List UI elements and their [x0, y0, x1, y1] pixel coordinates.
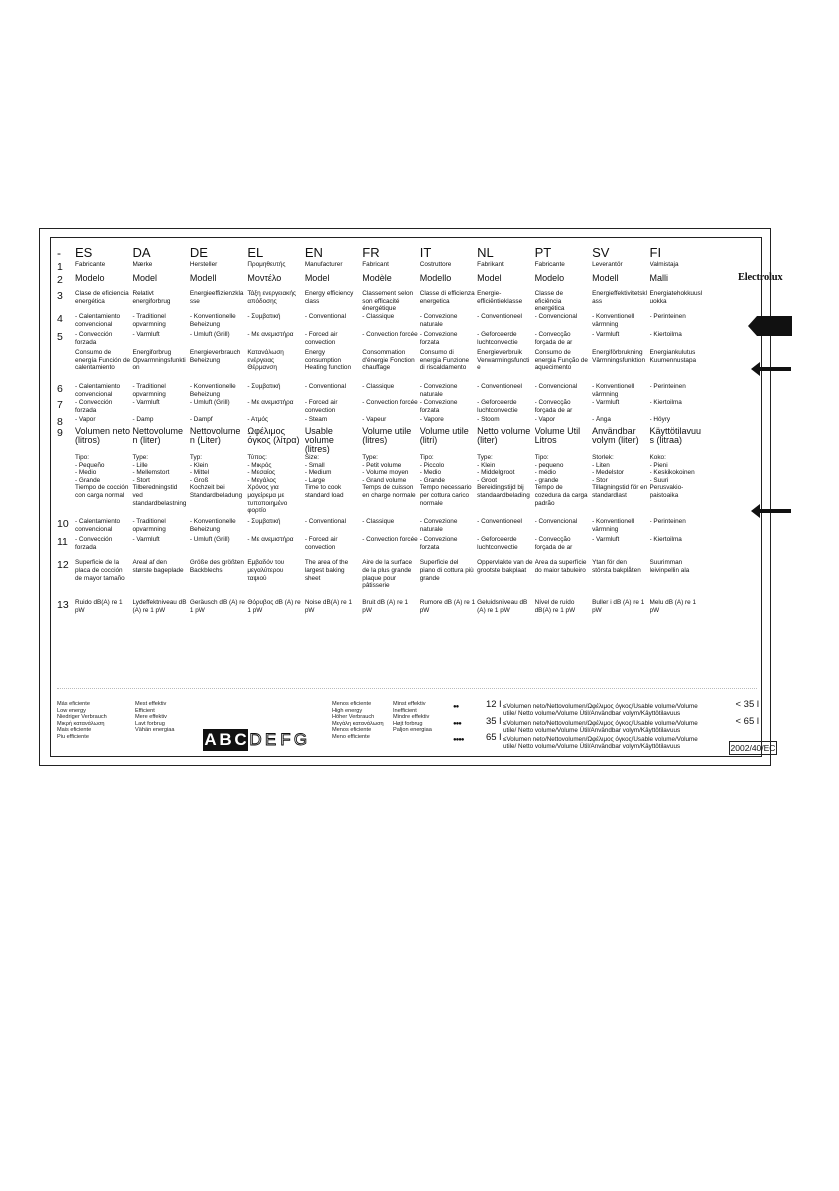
table-row [57, 313, 707, 331]
table-cell: Hersteller [189, 261, 218, 268]
table-cell: Suurimman leivinpellin ala [649, 559, 690, 574]
table-cell: - Calentamiento convencional [75, 313, 121, 328]
table-cell: Clase de eficiencia energética [75, 290, 129, 305]
row-number [57, 484, 75, 518]
table-cell: Bereidingstijd bij standaardbelading [477, 484, 530, 499]
table-cell: - Vapor [75, 416, 96, 423]
row-number [57, 454, 75, 484]
table-cell: - Konventionelle Beheizung [189, 383, 236, 398]
table-cell: - Calentamiento convencional [75, 518, 121, 533]
table-cell: Leverantör [592, 261, 623, 268]
table-cell: Perusvakio-paistoaika [649, 484, 684, 499]
table-cell: Tiempo de cocción con carga normal [75, 484, 129, 499]
table-row [57, 416, 707, 427]
table-cell: Energieverbrauch Beheizung [189, 349, 241, 364]
row-number: 4 [57, 313, 63, 325]
table-cell: - Perinteinen [649, 518, 686, 526]
table-cell: Κατανάλωση ενέργειας Θέρμανση [247, 349, 284, 372]
table-cell: Tempo necessario per cottura carico normale [419, 484, 472, 507]
energy-class-b: B [219, 730, 232, 749]
legend-efficient-2: Mest effektiv Efficient Mere effektiv Lavt forbrug Vähän energiaa [135, 701, 175, 734]
table-cell: - Convezione forzata [419, 399, 458, 414]
table-cell: - Perinteinen [649, 383, 686, 390]
volume-text: ≤Volumen neto/Nettovolumen/Ωφέλιμος όγκος/Usable volume/Volume utile/ Netto volume/Volume Útil/Användbar volym/Käyttötilavuus [503, 736, 698, 750]
table-cell: - Konventionell värmning [592, 518, 635, 533]
table-cell: Consumo di energia Funzione di riscaldamento [419, 349, 470, 372]
row-number: 6 [57, 383, 63, 395]
table-row [57, 399, 707, 416]
language-header: PT [534, 245, 552, 260]
table-cell: - Convection forcée [362, 399, 418, 406]
table-cell: - Συμβατική [247, 313, 281, 320]
table-cell: Consommation d'énergie Fonction chauffage [362, 349, 415, 372]
language-header: EN [304, 245, 323, 260]
table-cell: Fabrikant [477, 261, 504, 268]
legend-inefficient: Menos eficiente High energy Höher Verbrauch Μεγάλη κατανάλωση Menos eficiente Meno efficiente [332, 701, 384, 740]
table-cell: Lydeffektniveau dB (A) re 1 pW [132, 599, 187, 614]
table-cell: Kochzeit bei Standardbeladung [189, 484, 243, 499]
legend-inefficient-2: Minst effektiv Inefficient Mindre effektiv Højt forbrug Paljon energiaa [393, 701, 432, 734]
table-cell: Consumo de energia Função de aquecimento [534, 349, 588, 372]
table-cell: Μοντέλο [247, 274, 282, 283]
table-cell: - Varmluft [132, 399, 160, 406]
table-row [57, 261, 707, 274]
brand-logo: Electrolux [738, 272, 783, 283]
table-cell: - Varmluft [592, 399, 620, 406]
table-cell: Εμβαδόν του μεγαλύτερου ταψιού [247, 559, 285, 582]
table-cell: Fabricante [534, 261, 565, 268]
table-cell: Fabricante [75, 261, 106, 268]
table-cell: Modelo [534, 274, 565, 283]
table-row [57, 536, 707, 559]
table-row [57, 274, 707, 290]
table-cell: Buller i dB (A) re 1 pW [592, 599, 645, 614]
large-size-icon: ●●●● [453, 737, 464, 743]
table-cell: The area of the largest baking sheet [304, 559, 349, 582]
energy-class-scale [203, 729, 308, 751]
energy-class-g: G [293, 730, 308, 749]
table-cell: Netto volume (liter) [477, 427, 531, 445]
table-cell: Valmistaja [649, 261, 679, 268]
table-cell: - Conventioneel [477, 313, 522, 320]
table-cell: Size: - Small - Medium - Large [304, 454, 332, 484]
table-cell: Energieeffizienzklasse [189, 290, 244, 305]
volume-text: ≤Volumen neto/Nettovolumen/Ωφέλιμος όγκος/Usable volume/Volume utile/ Netto volume/Volume Útil/Användbar volym/Käyttötilavuus [503, 703, 698, 717]
table-cell: - Dampf [189, 416, 213, 423]
language-header: SV [592, 245, 610, 260]
table-cell: Energie-efficiëntieklasse [477, 290, 523, 305]
language-header: IT [419, 245, 432, 260]
table-cell: - Με ανεμιστήρα [247, 331, 294, 338]
table-cell: - Συμβατική [247, 383, 281, 390]
row-number: 5 [57, 331, 63, 343]
table-cell: - Konventionell värmning [592, 313, 635, 328]
table-cell: Volumen neto (litros) [75, 427, 131, 445]
row-number [57, 349, 75, 383]
language-header-row [57, 244, 707, 261]
row-number: 8 [57, 416, 63, 427]
table-cell: - Convezione naturale [419, 383, 458, 398]
table-cell: Volume Útil Litros [534, 427, 581, 445]
table-cell: Classe di efficienza energetica [419, 290, 475, 305]
language-header: DE [189, 245, 208, 260]
table-cell: Energiförbrukning Värmningsfunktion [592, 349, 646, 364]
legend-efficient: Más eficiente Low energy Niedriger Verbrauch Μικρή κατανάλωση Mais eficiente Piu efficiente [57, 701, 107, 740]
table-row [57, 427, 707, 454]
label-footer [57, 693, 757, 755]
volume-limit: < 35 l [735, 699, 759, 710]
energy-class-a: A [204, 730, 217, 749]
table-cell: Energieffektivitetsklass [592, 290, 648, 305]
table-cell: Käyttötilavuus (litraa) [649, 427, 702, 445]
table-cell: - Traditionel opvarmning [132, 313, 166, 328]
table-cell: Tillagningstid för en standardlast [592, 484, 648, 499]
table-cell: - Traditionel opvarmning [132, 518, 166, 533]
table-cell: - Forced air convection [304, 399, 338, 414]
table-cell: Noise dB(A) re 1 pW [304, 599, 353, 614]
table-cell: Energiatehokkuusluokka [649, 290, 703, 305]
energy-class-arrow-icon [748, 316, 792, 336]
table-cell: - Convección forzada [75, 399, 113, 414]
table-cell: Tipo: - pequeno - médio - grande [534, 454, 564, 484]
table-row [57, 290, 707, 313]
table-cell: Modelo [75, 274, 105, 283]
table-cell: Time to cook standard load [304, 484, 344, 499]
table-cell: - Kiertoilma [649, 399, 682, 406]
table-cell: Type: - Klein - Middelgroot - Groot [477, 454, 515, 484]
table-cell: - Convencional [534, 383, 578, 390]
table-cell: Consumo de energía Función de calentamiento [75, 349, 131, 372]
table-cell: - Conventional [304, 383, 347, 390]
table-cell: Χρόνος για μαγείρεμα με τυποποιημένο φορτίο [247, 484, 288, 515]
table-cell: Usable volume (litres) [304, 427, 334, 454]
table-cell: Temps de cuisson en charge normale [362, 484, 416, 499]
table-cell: Energieverbruik Verwarmingsfunctie [477, 349, 530, 372]
table-cell: Modello [419, 274, 452, 283]
table-cell: Malli [649, 274, 669, 283]
table-cell: Oppervlakte van de grootste bakplaat [477, 559, 533, 574]
table-cell: - Konventionelle Beheizung [189, 518, 236, 533]
table-cell: - Konventionell värmning [592, 383, 635, 398]
table-cell: - Umluft (Grill) [189, 399, 230, 406]
table-row [57, 383, 707, 399]
table-cell: Nível de ruído dB(A) re 1 pW [534, 599, 576, 614]
table-cell: Model [304, 274, 330, 283]
table-cell: - Höyry [649, 416, 671, 423]
table-cell: Superficie del piano di cottura più grande [419, 559, 474, 582]
table-cell: Nettovolumen (liter) [132, 427, 183, 445]
table-row [57, 349, 707, 383]
table-cell: - Umluft (Grill) [189, 331, 230, 338]
table-cell: Geräusch dB (A) re 1 pW [189, 599, 245, 614]
label-frame [39, 228, 783, 766]
table-cell: - Συμβατική [247, 518, 281, 526]
table-cell: Costruttore [419, 261, 452, 268]
table-cell: Tilberedningstid ved standardbelastning [132, 484, 187, 507]
table-cell: Användbar volym (liter) [592, 427, 639, 445]
table-cell: Koko: - Pieni - Keskikokoinen - Suuri [649, 454, 695, 484]
table-cell: - Traditionel opvarmning [132, 383, 166, 398]
table-cell: Fabricant [362, 261, 389, 268]
table-cell: Modell [189, 274, 217, 283]
table-cell: Tipo: - Pequeño - Medio - Grande [75, 454, 105, 484]
table-cell: Energiforbrug Opvarmningsfunktion [132, 349, 186, 372]
row-number: 10 [57, 518, 69, 531]
row-number-header: - [57, 245, 61, 260]
table-cell: - Forced air convection [304, 536, 338, 551]
table-cell: Type: - Petit volume - Volume moyen - Grand volume [362, 454, 409, 484]
language-header: FI [649, 245, 662, 260]
table-cell: - Vapore [419, 416, 444, 423]
table-cell: - Geforceerde luchtconvectie [477, 399, 518, 414]
row-number: 11 [57, 536, 68, 549]
language-header: NL [477, 245, 494, 260]
table-cell: Type: - Lille - Mellemstort - Stort [132, 454, 170, 484]
table-cell: - Convección forzada [75, 331, 113, 346]
table-row [57, 559, 707, 599]
row-number: 1 [57, 261, 63, 273]
table-cell: Ωφέλιμος όγκος (λίτρα) [247, 427, 300, 445]
table-cell: Θόρυβος dB (A) re 1 pW [247, 599, 301, 614]
table-cell: Nettovolumen (Liter) [189, 427, 241, 445]
table-cell: - Conventional [304, 313, 347, 320]
table-cell: - Conventioneel [477, 518, 522, 526]
table-cell: - Με ανεμιστήρα [247, 399, 294, 406]
table-cell: Melu dB (A) re 1 pW [649, 599, 697, 614]
language-header: FR [362, 245, 380, 260]
table-cell: Mærke [132, 261, 153, 268]
table-cell: - Ατμός [247, 416, 269, 423]
table-cell: Energy consumption Heating function [304, 349, 351, 372]
table-cell: - Conventioneel [477, 383, 522, 390]
row-number: 13 [57, 599, 69, 612]
table-cell: - Vapor [534, 416, 556, 423]
language-header: EL [247, 245, 264, 260]
table-cell: - Steam [304, 416, 328, 423]
table-cell: - Geforceerde luchtconvectie [477, 536, 518, 551]
table-cell: Tipo: - Piccolo - Medio - Grande [419, 454, 445, 484]
row-number: 12 [57, 559, 69, 572]
table-cell: - Convezione forzata [419, 331, 458, 346]
table-cell: - Stoom [477, 416, 500, 423]
table-cell: - Convection forcée [362, 536, 418, 544]
table-cell: - Varmluft [592, 331, 620, 338]
row-number: 7 [57, 399, 63, 411]
table-cell: Ytan för den största bakplåten [592, 559, 641, 574]
table-cell: Volume utile (litres) [362, 427, 412, 445]
table-cell: - Με ανεμιστήρα [247, 536, 294, 544]
table-cell: Model [132, 274, 157, 283]
volume-text: ≤Volumen neto/Nettovolumen/Ωφέλιμος όγκος/Usable volume/Volume utile/ Netto volume/Volume Útil/Användbar volym/Käyttötilavuus [503, 720, 698, 734]
volume-min: 12 l [486, 699, 502, 710]
table-cell: - Convencional [534, 518, 578, 526]
table-cell: - Conventional [304, 518, 347, 526]
table-cell: - Convencional [534, 313, 578, 320]
table-cell: - Geforceerde luchtconvectie [477, 331, 518, 346]
table-cell: Energiankulutus Kuumennustapa [649, 349, 697, 364]
table-cell: Superficie de la placa de cocción de mayor tamaño [75, 559, 125, 582]
table-cell: Tempo de cozedura da carga padrão [534, 484, 588, 507]
directive-number: 2002/40/EC [730, 743, 776, 753]
table-cell: - Convecção forçada de ar [534, 331, 573, 346]
table-cell: - Kiertoilma [649, 331, 682, 338]
table-cell: - Konventionelle Beheizung [189, 313, 236, 328]
table-cell: Τύπος: - Μικρός - Μεσαίος - Μεγάλος [247, 454, 277, 484]
table-cell: - Convecção forçada de ar [534, 399, 573, 414]
row-number: 3 [57, 290, 63, 302]
table-cell: - Varmluft [132, 536, 160, 544]
table-cell: Manufacturer [304, 261, 343, 268]
table-cell: - Convezione forzata [419, 536, 458, 551]
table-cell: Bruit dB (A) re 1 pW [362, 599, 409, 614]
row-number: 2 [57, 274, 63, 286]
table-cell: Rumore dB (A) re 1 pW [419, 599, 476, 614]
language-header: ES [75, 245, 93, 260]
table-cell: - Convecção forçada de ar [534, 536, 573, 551]
language-header: DA [132, 245, 151, 260]
table-row [57, 454, 707, 484]
energy-class-f: F [280, 730, 291, 749]
volume-min: 35 l [486, 716, 502, 727]
table-cell: Classe de eficiência energética [534, 290, 565, 313]
table-cell: Volume utile (litri) [419, 427, 469, 445]
table-cell: - Calentamiento convencional [75, 383, 121, 398]
table-cell: - Damp [132, 416, 154, 423]
table-cell: Modell [592, 274, 619, 283]
table-cell: Geluidsniveau dB (A) re 1 pW [477, 599, 528, 614]
table-cell: - Classique [362, 383, 395, 390]
small-size-icon: ●● [453, 704, 459, 710]
medium-size-icon: ●●● [453, 721, 461, 727]
table-cell: - Kiertoilma [649, 536, 682, 544]
table-cell: Classement selon son efficacité énergétique [362, 290, 414, 313]
table-cell: - Varmluft [592, 536, 620, 544]
table-cell: - Perinteinen [649, 313, 686, 320]
table-row [57, 331, 707, 349]
table-cell: - Varmluft [132, 331, 160, 338]
energy-class-c: C [234, 730, 247, 749]
label-table [57, 244, 707, 625]
table-cell: - Forced air convection [304, 331, 338, 346]
table-cell: Ruido dB(A) re 1 pW [75, 599, 123, 614]
table-cell: - Vapeur [362, 416, 387, 423]
volume-min: 65 l [486, 732, 502, 743]
row-number: 9 [57, 427, 63, 439]
energy-class-e: E [264, 730, 277, 749]
table-cell: - Classique [362, 518, 395, 526]
table-row [57, 484, 707, 518]
table-cell: Τάξη ενεργειακής απόδοσης [247, 290, 296, 305]
volume-limit: < 65 l [735, 716, 759, 727]
table-cell: Aire de la surface de la plus grande plaque pour pâtisserie [362, 559, 412, 590]
left-arrow-icon [751, 362, 791, 376]
table-cell: Größe des größten Backblechs [189, 559, 244, 574]
table-cell: - Convezione naturale [419, 313, 458, 328]
table-row [57, 518, 707, 536]
table-cell: Relativt energiforbrug [132, 290, 171, 305]
table-cell: - Ånga [592, 416, 611, 423]
table-cell: Προμηθευτής [247, 261, 286, 268]
table-cell: Área da superfície do maior tabuleiro [534, 559, 587, 574]
table-cell: - Convección forzada [75, 536, 113, 551]
table-cell: Energy efficiency class [304, 290, 354, 305]
table-cell: - Convezione naturale [419, 518, 458, 533]
divider [57, 688, 757, 689]
table-cell: - Classique [362, 313, 395, 320]
table-cell: - Convection forcée [362, 331, 418, 338]
left-arrow-icon [751, 504, 791, 518]
table-cell: Areal af den største bageplade [132, 559, 184, 574]
energy-label [50, 237, 783, 757]
table-cell: Typ: - Klein - Mittel - Groß [189, 454, 210, 484]
table-row [57, 599, 707, 625]
table-cell: Model [477, 274, 502, 283]
energy-class-d: D [249, 730, 262, 749]
table-cell: - Umluft (Grill) [189, 536, 230, 544]
table-cell: Modèle [362, 274, 392, 283]
table-cell: Storlek: - Liten - Medelstor - Stor [592, 454, 625, 484]
